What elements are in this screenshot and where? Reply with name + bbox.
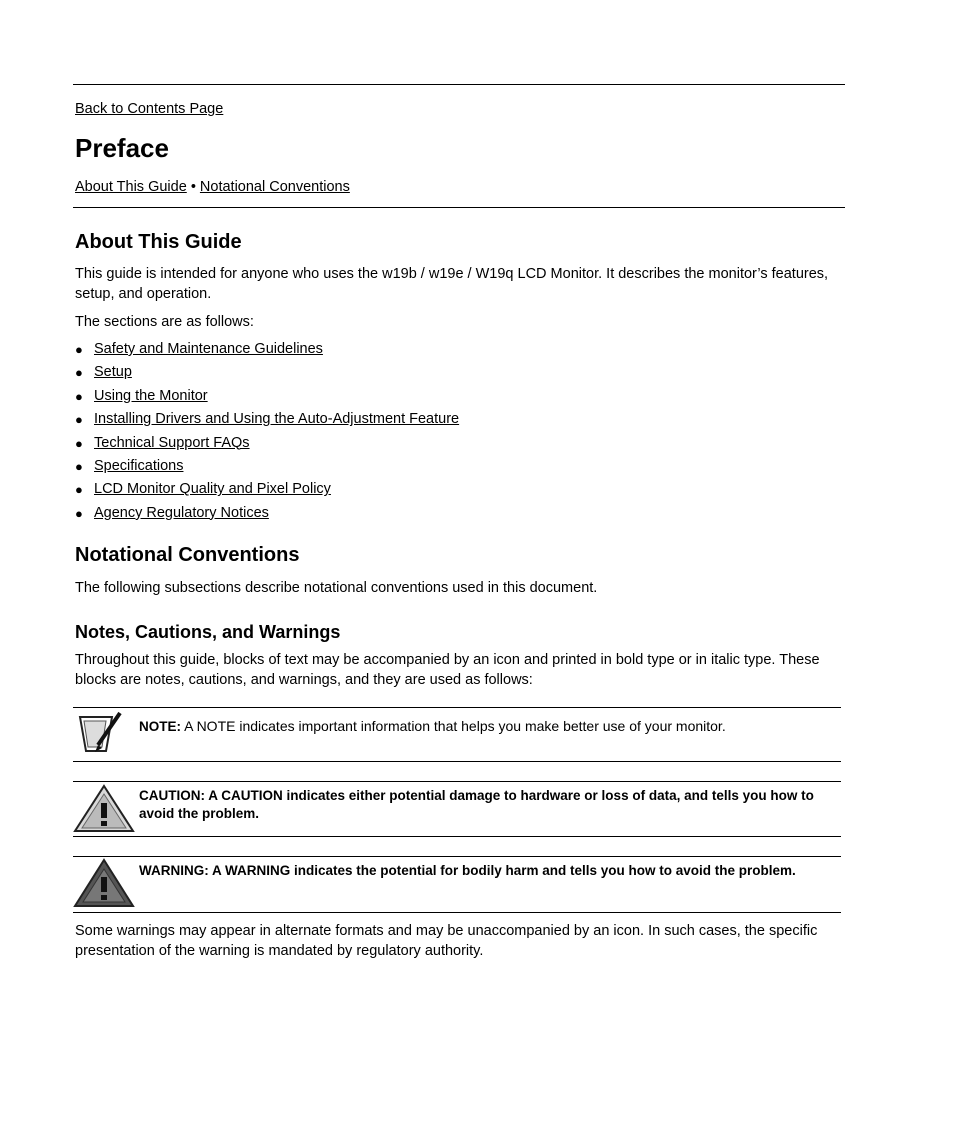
list-item: ● Agency Regulatory Notices xyxy=(75,504,269,521)
top-divider xyxy=(73,84,845,85)
closing-paragraph: Some warnings may appear in alternate formats and may be unaccompanied by an icon. In such cases, the specific presentation of the warning is mandated by regulatory authority. xyxy=(75,923,818,959)
section-link-safety[interactable]: Safety and Maintenance Guidelines xyxy=(94,341,323,357)
section-link-pixel-policy[interactable]: LCD Monitor Quality and Pixel Policy xyxy=(94,481,331,498)
back-to-contents-link[interactable]: Back to Contents Page xyxy=(75,101,224,117)
about-heading: About This Guide xyxy=(75,231,242,253)
about-this-guide-link[interactable]: About This Guide xyxy=(75,179,187,195)
caution-text: CAUTION: A CAUTION indicates either potential damage to hardware or loss of data, and tells you how to avoid the problem. xyxy=(139,788,814,821)
conventions-heading: Notational Conventions xyxy=(75,544,300,566)
section-link-regulatory[interactable]: Agency Regulatory Notices xyxy=(94,504,269,521)
caution-bottom-rule xyxy=(73,836,841,837)
note-body: A NOTE indicates important information that helps you make better use of your monitor. xyxy=(181,718,726,734)
section-link-using-monitor[interactable]: Using the Monitor xyxy=(94,387,208,404)
notes-heading: Notes, Cautions, and Warnings xyxy=(75,622,341,642)
caution-top-rule xyxy=(73,781,841,782)
list-item: ● Setup xyxy=(75,364,132,381)
list-item: ● Safety and Maintenance Guidelines xyxy=(75,341,323,357)
about-intro: This guide is intended for anyone who uses the w19b / w19e / W19q LCD Monitor. It describes the monitor’s features, setup, and operation. xyxy=(75,266,829,302)
list-item: ● Installing Drivers and Using the Auto-Adjustment Feature xyxy=(75,411,460,428)
warning-triangle-icon xyxy=(73,858,135,913)
page-title: Preface xyxy=(75,133,169,163)
toc-separator: • xyxy=(190,179,196,195)
note-pencil-icon xyxy=(76,711,130,764)
header-divider xyxy=(73,207,845,208)
sections-list xyxy=(75,338,459,525)
section-link-setup[interactable]: Setup xyxy=(94,364,132,381)
sections-intro: The sections are as follows: xyxy=(75,314,254,330)
section-link-drivers[interactable]: Installing Drivers and Using the Auto-Adjustment Feature xyxy=(94,411,460,428)
warning-bottom-rule xyxy=(73,912,841,913)
notational-conventions-link[interactable]: Notational Conventions xyxy=(199,179,350,195)
warning-top-rule xyxy=(73,856,841,857)
section-link-specifications[interactable]: Specifications xyxy=(94,457,184,474)
list-item: ● Specifications xyxy=(75,457,184,474)
list-item: ● Using the Monitor xyxy=(75,387,208,404)
note-top-rule xyxy=(73,707,841,708)
warning-text: WARNING: A WARNING indicates the potential for bodily harm and tells you how to avoid the problem. xyxy=(139,863,796,878)
caution-triangle-icon xyxy=(73,784,135,839)
list-item: ● LCD Monitor Quality and Pixel Policy xyxy=(75,481,331,498)
note-bottom-rule xyxy=(73,761,841,762)
note-text xyxy=(139,717,839,736)
conventions-intro: The following subsections describe notational conventions used in this document. xyxy=(75,580,598,596)
section-link-faqs[interactable]: Technical Support FAQs xyxy=(94,434,250,451)
note-label: NOTE: xyxy=(139,719,181,734)
list-item: ● Technical Support FAQs xyxy=(75,434,250,451)
toc-links xyxy=(75,177,350,197)
notes-intro: Throughout this guide, blocks of text may be accompanied by an icon and printed in bold type or in italic type. These blocks are notes, cautions, and warnings, and they are used as follows: xyxy=(75,652,820,688)
